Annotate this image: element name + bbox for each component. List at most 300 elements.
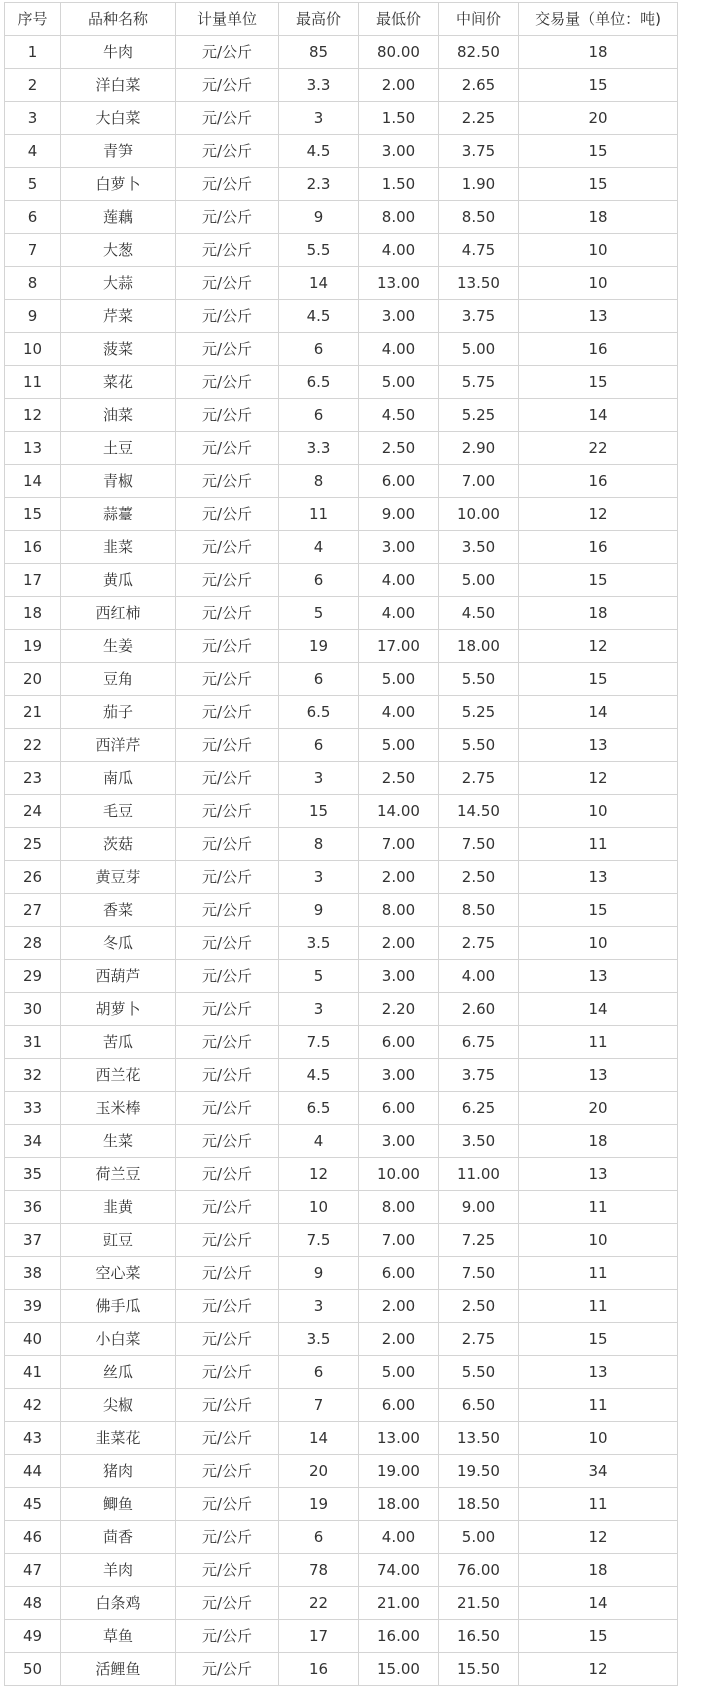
cell-variety: 洋白菜 — [61, 69, 176, 102]
header-row — [5, 3, 678, 36]
cell-volume: 16 — [519, 465, 678, 498]
cell-variety: 韭菜花 — [61, 1422, 176, 1455]
price-table — [4, 2, 678, 1686]
cell-volume: 12 — [519, 762, 678, 795]
cell-mid-price: 82.50 — [439, 36, 519, 69]
cell-variety: 青椒 — [61, 465, 176, 498]
cell-volume: 15 — [519, 1323, 678, 1356]
cell-variety: 芹菜 — [61, 300, 176, 333]
cell-variety: 黄豆芽 — [61, 861, 176, 894]
cell-unit: 元/公斤 — [176, 1422, 279, 1455]
cell-volume: 14 — [519, 696, 678, 729]
table-row — [5, 135, 678, 168]
cell-serial: 9 — [5, 300, 61, 333]
cell-low-price: 3.00 — [359, 300, 439, 333]
cell-high-price: 7 — [279, 1389, 359, 1422]
cell-high-price: 6.5 — [279, 1092, 359, 1125]
cell-serial: 24 — [5, 795, 61, 828]
cell-serial: 25 — [5, 828, 61, 861]
cell-mid-price: 7.50 — [439, 828, 519, 861]
cell-serial: 2 — [5, 69, 61, 102]
cell-volume: 11 — [519, 1290, 678, 1323]
cell-unit: 元/公斤 — [176, 1587, 279, 1620]
table-row — [5, 267, 678, 300]
cell-mid-price: 76.00 — [439, 1554, 519, 1587]
cell-variety: 生姜 — [61, 630, 176, 663]
table-row — [5, 1257, 678, 1290]
cell-mid-price: 4.00 — [439, 960, 519, 993]
cell-volume: 10 — [519, 1224, 678, 1257]
cell-unit: 元/公斤 — [176, 531, 279, 564]
cell-low-price: 2.50 — [359, 762, 439, 795]
cell-serial: 23 — [5, 762, 61, 795]
cell-mid-price: 11.00 — [439, 1158, 519, 1191]
cell-volume: 18 — [519, 1125, 678, 1158]
cell-mid-price: 15.50 — [439, 1653, 519, 1686]
cell-unit: 元/公斤 — [176, 1059, 279, 1092]
cell-variety: 尖椒 — [61, 1389, 176, 1422]
table-row — [5, 564, 678, 597]
cell-high-price: 4.5 — [279, 300, 359, 333]
cell-unit: 元/公斤 — [176, 168, 279, 201]
cell-mid-price: 3.50 — [439, 531, 519, 564]
cell-unit: 元/公斤 — [176, 267, 279, 300]
cell-unit: 元/公斤 — [176, 1455, 279, 1488]
cell-high-price: 9 — [279, 1257, 359, 1290]
cell-volume: 18 — [519, 36, 678, 69]
cell-serial: 4 — [5, 135, 61, 168]
header-low-price: 最低价 — [359, 3, 439, 36]
cell-mid-price: 8.50 — [439, 201, 519, 234]
cell-mid-price: 4.50 — [439, 597, 519, 630]
cell-serial: 49 — [5, 1620, 61, 1653]
cell-mid-price: 5.50 — [439, 1356, 519, 1389]
cell-serial: 11 — [5, 366, 61, 399]
cell-low-price: 3.00 — [359, 960, 439, 993]
cell-mid-price: 5.75 — [439, 366, 519, 399]
cell-variety: 豇豆 — [61, 1224, 176, 1257]
cell-volume: 15 — [519, 69, 678, 102]
cell-high-price: 22 — [279, 1587, 359, 1620]
cell-high-price: 4.5 — [279, 1059, 359, 1092]
table-row — [5, 1653, 678, 1686]
table-row — [5, 927, 678, 960]
cell-volume: 18 — [519, 597, 678, 630]
cell-mid-price: 2.50 — [439, 861, 519, 894]
cell-mid-price: 5.00 — [439, 333, 519, 366]
table-body — [5, 36, 678, 1686]
table-row — [5, 1455, 678, 1488]
table-row — [5, 729, 678, 762]
table-row — [5, 1389, 678, 1422]
cell-unit: 元/公斤 — [176, 960, 279, 993]
cell-unit: 元/公斤 — [176, 795, 279, 828]
cell-low-price: 6.00 — [359, 1389, 439, 1422]
cell-variety: 黄瓜 — [61, 564, 176, 597]
cell-unit: 元/公斤 — [176, 729, 279, 762]
cell-high-price: 3 — [279, 102, 359, 135]
cell-mid-price: 10.00 — [439, 498, 519, 531]
cell-unit: 元/公斤 — [176, 1092, 279, 1125]
table-row — [5, 1356, 678, 1389]
cell-unit: 元/公斤 — [176, 1521, 279, 1554]
cell-low-price: 17.00 — [359, 630, 439, 663]
cell-low-price: 3.00 — [359, 531, 439, 564]
table-row — [5, 1554, 678, 1587]
cell-variety: 白条鸡 — [61, 1587, 176, 1620]
cell-serial: 6 — [5, 201, 61, 234]
table-row — [5, 36, 678, 69]
cell-low-price: 18.00 — [359, 1488, 439, 1521]
cell-high-price: 11 — [279, 498, 359, 531]
table-header — [5, 3, 678, 36]
cell-serial: 46 — [5, 1521, 61, 1554]
cell-serial: 39 — [5, 1290, 61, 1323]
cell-low-price: 6.00 — [359, 465, 439, 498]
cell-unit: 元/公斤 — [176, 1356, 279, 1389]
cell-unit: 元/公斤 — [176, 1653, 279, 1686]
cell-volume: 15 — [519, 1620, 678, 1653]
cell-unit: 元/公斤 — [176, 1389, 279, 1422]
cell-unit: 元/公斤 — [176, 1191, 279, 1224]
cell-serial: 28 — [5, 927, 61, 960]
cell-volume: 10 — [519, 795, 678, 828]
cell-volume: 11 — [519, 1191, 678, 1224]
table-row — [5, 234, 678, 267]
cell-mid-price: 19.50 — [439, 1455, 519, 1488]
cell-variety: 菜花 — [61, 366, 176, 399]
cell-unit: 元/公斤 — [176, 69, 279, 102]
cell-serial: 7 — [5, 234, 61, 267]
cell-low-price: 8.00 — [359, 1191, 439, 1224]
cell-low-price: 5.00 — [359, 1356, 439, 1389]
cell-mid-price: 5.50 — [439, 663, 519, 696]
table-row — [5, 1224, 678, 1257]
cell-volume: 12 — [519, 1521, 678, 1554]
cell-unit: 元/公斤 — [176, 135, 279, 168]
cell-serial: 19 — [5, 630, 61, 663]
cell-high-price: 3.5 — [279, 1323, 359, 1356]
cell-high-price: 3 — [279, 1290, 359, 1323]
cell-mid-price: 18.00 — [439, 630, 519, 663]
cell-mid-price: 18.50 — [439, 1488, 519, 1521]
cell-unit: 元/公斤 — [176, 993, 279, 1026]
cell-serial: 43 — [5, 1422, 61, 1455]
cell-unit: 元/公斤 — [176, 432, 279, 465]
cell-variety: 蒜薹 — [61, 498, 176, 531]
cell-low-price: 4.00 — [359, 696, 439, 729]
cell-low-price: 5.00 — [359, 729, 439, 762]
cell-serial: 40 — [5, 1323, 61, 1356]
cell-variety: 大白菜 — [61, 102, 176, 135]
cell-mid-price: 5.50 — [439, 729, 519, 762]
cell-variety: 土豆 — [61, 432, 176, 465]
cell-variety: 胡萝卜 — [61, 993, 176, 1026]
cell-high-price: 6 — [279, 1356, 359, 1389]
cell-variety: 南瓜 — [61, 762, 176, 795]
cell-volume: 11 — [519, 1026, 678, 1059]
cell-volume: 11 — [519, 1488, 678, 1521]
cell-unit: 元/公斤 — [176, 1290, 279, 1323]
cell-high-price: 14 — [279, 267, 359, 300]
cell-high-price: 19 — [279, 630, 359, 663]
cell-unit: 元/公斤 — [176, 894, 279, 927]
cell-serial: 22 — [5, 729, 61, 762]
table-row — [5, 531, 678, 564]
cell-unit: 元/公斤 — [176, 828, 279, 861]
cell-mid-price: 6.25 — [439, 1092, 519, 1125]
cell-volume: 13 — [519, 861, 678, 894]
cell-high-price: 6 — [279, 564, 359, 597]
cell-low-price: 21.00 — [359, 1587, 439, 1620]
table-row — [5, 1092, 678, 1125]
cell-high-price: 5 — [279, 597, 359, 630]
cell-variety: 猪肉 — [61, 1455, 176, 1488]
cell-high-price: 15 — [279, 795, 359, 828]
cell-variety: 西兰花 — [61, 1059, 176, 1092]
cell-volume: 20 — [519, 102, 678, 135]
cell-variety: 白萝卜 — [61, 168, 176, 201]
cell-unit: 元/公斤 — [176, 300, 279, 333]
table-row — [5, 102, 678, 135]
cell-serial: 27 — [5, 894, 61, 927]
cell-variety: 活鲤鱼 — [61, 1653, 176, 1686]
cell-variety: 毛豆 — [61, 795, 176, 828]
cell-variety: 茨菇 — [61, 828, 176, 861]
cell-unit: 元/公斤 — [176, 1488, 279, 1521]
cell-low-price: 3.00 — [359, 135, 439, 168]
cell-variety: 茴香 — [61, 1521, 176, 1554]
cell-variety: 茄子 — [61, 696, 176, 729]
table-row — [5, 1026, 678, 1059]
cell-high-price: 78 — [279, 1554, 359, 1587]
cell-mid-price: 7.25 — [439, 1224, 519, 1257]
cell-serial: 26 — [5, 861, 61, 894]
header-variety: 品种名称 — [61, 3, 176, 36]
header-volume: 交易量（单位：吨) — [519, 3, 678, 36]
cell-serial: 48 — [5, 1587, 61, 1620]
cell-serial: 20 — [5, 663, 61, 696]
cell-serial: 16 — [5, 531, 61, 564]
cell-unit: 元/公斤 — [176, 1323, 279, 1356]
cell-volume: 11 — [519, 1389, 678, 1422]
cell-variety: 荷兰豆 — [61, 1158, 176, 1191]
cell-mid-price: 2.65 — [439, 69, 519, 102]
cell-low-price: 6.00 — [359, 1026, 439, 1059]
cell-variety: 菠菜 — [61, 333, 176, 366]
cell-high-price: 3.3 — [279, 69, 359, 102]
cell-unit: 元/公斤 — [176, 102, 279, 135]
cell-mid-price: 6.75 — [439, 1026, 519, 1059]
cell-high-price: 6 — [279, 333, 359, 366]
cell-variety: 丝瓜 — [61, 1356, 176, 1389]
cell-unit: 元/公斤 — [176, 1224, 279, 1257]
cell-low-price: 2.00 — [359, 69, 439, 102]
cell-serial: 31 — [5, 1026, 61, 1059]
cell-mid-price: 5.00 — [439, 1521, 519, 1554]
cell-mid-price: 1.90 — [439, 168, 519, 201]
cell-unit: 元/公斤 — [176, 465, 279, 498]
cell-mid-price: 13.50 — [439, 267, 519, 300]
cell-low-price: 5.00 — [359, 366, 439, 399]
cell-mid-price: 2.75 — [439, 927, 519, 960]
table-row — [5, 399, 678, 432]
cell-volume: 11 — [519, 1257, 678, 1290]
cell-mid-price: 3.75 — [439, 135, 519, 168]
cell-low-price: 3.00 — [359, 1059, 439, 1092]
cell-high-price: 17 — [279, 1620, 359, 1653]
cell-variety: 冬瓜 — [61, 927, 176, 960]
cell-variety: 羊肉 — [61, 1554, 176, 1587]
table-row — [5, 960, 678, 993]
cell-mid-price: 2.75 — [439, 762, 519, 795]
cell-variety: 生菜 — [61, 1125, 176, 1158]
table-row — [5, 1290, 678, 1323]
cell-volume: 13 — [519, 1059, 678, 1092]
cell-serial: 36 — [5, 1191, 61, 1224]
cell-volume: 16 — [519, 531, 678, 564]
header-unit: 计量单位 — [176, 3, 279, 36]
cell-volume: 12 — [519, 630, 678, 663]
cell-serial: 13 — [5, 432, 61, 465]
cell-high-price: 3 — [279, 861, 359, 894]
cell-unit: 元/公斤 — [176, 201, 279, 234]
cell-volume: 34 — [519, 1455, 678, 1488]
cell-volume: 10 — [519, 267, 678, 300]
cell-low-price: 4.00 — [359, 234, 439, 267]
cell-high-price: 3.5 — [279, 927, 359, 960]
cell-low-price: 5.00 — [359, 663, 439, 696]
cell-serial: 15 — [5, 498, 61, 531]
cell-volume: 14 — [519, 1587, 678, 1620]
cell-low-price: 14.00 — [359, 795, 439, 828]
table-row — [5, 333, 678, 366]
table-row — [5, 1488, 678, 1521]
table-row — [5, 795, 678, 828]
cell-mid-price: 13.50 — [439, 1422, 519, 1455]
table-row — [5, 1587, 678, 1620]
cell-low-price: 2.00 — [359, 861, 439, 894]
table-row — [5, 762, 678, 795]
cell-volume: 15 — [519, 135, 678, 168]
table-row — [5, 1125, 678, 1158]
table-row — [5, 1422, 678, 1455]
cell-serial: 3 — [5, 102, 61, 135]
cell-volume: 13 — [519, 1356, 678, 1389]
cell-low-price: 8.00 — [359, 894, 439, 927]
cell-low-price: 4.50 — [359, 399, 439, 432]
cell-serial: 45 — [5, 1488, 61, 1521]
cell-variety: 西红柿 — [61, 597, 176, 630]
cell-mid-price: 16.50 — [439, 1620, 519, 1653]
cell-volume: 13 — [519, 960, 678, 993]
cell-unit: 元/公斤 — [176, 696, 279, 729]
cell-volume: 10 — [519, 927, 678, 960]
cell-unit: 元/公斤 — [176, 498, 279, 531]
cell-variety: 牛肉 — [61, 36, 176, 69]
cell-low-price: 16.00 — [359, 1620, 439, 1653]
cell-high-price: 14 — [279, 1422, 359, 1455]
cell-high-price: 10 — [279, 1191, 359, 1224]
cell-unit: 元/公斤 — [176, 1620, 279, 1653]
cell-serial: 35 — [5, 1158, 61, 1191]
header-high-price: 最高价 — [279, 3, 359, 36]
cell-high-price: 4 — [279, 531, 359, 564]
cell-volume: 14 — [519, 399, 678, 432]
cell-variety: 油菜 — [61, 399, 176, 432]
cell-mid-price: 5.25 — [439, 696, 519, 729]
cell-mid-price: 3.75 — [439, 1059, 519, 1092]
cell-serial: 29 — [5, 960, 61, 993]
cell-high-price: 12 — [279, 1158, 359, 1191]
cell-unit: 元/公斤 — [176, 399, 279, 432]
cell-high-price: 4 — [279, 1125, 359, 1158]
cell-mid-price: 5.25 — [439, 399, 519, 432]
table-row — [5, 69, 678, 102]
cell-high-price: 9 — [279, 894, 359, 927]
table-row — [5, 366, 678, 399]
cell-high-price: 6 — [279, 399, 359, 432]
cell-high-price: 3 — [279, 993, 359, 1026]
cell-mid-price: 2.25 — [439, 102, 519, 135]
cell-serial: 8 — [5, 267, 61, 300]
cell-unit: 元/公斤 — [176, 1026, 279, 1059]
table-row — [5, 1059, 678, 1092]
cell-low-price: 13.00 — [359, 267, 439, 300]
cell-low-price: 6.00 — [359, 1092, 439, 1125]
cell-mid-price: 14.50 — [439, 795, 519, 828]
cell-unit: 元/公斤 — [176, 333, 279, 366]
cell-high-price: 5 — [279, 960, 359, 993]
cell-low-price: 4.00 — [359, 597, 439, 630]
cell-high-price: 19 — [279, 1488, 359, 1521]
cell-high-price: 6 — [279, 663, 359, 696]
cell-volume: 15 — [519, 564, 678, 597]
cell-variety: 空心菜 — [61, 1257, 176, 1290]
header-mid-price: 中间价 — [439, 3, 519, 36]
cell-volume: 20 — [519, 1092, 678, 1125]
table-row — [5, 597, 678, 630]
cell-low-price: 13.00 — [359, 1422, 439, 1455]
cell-high-price: 20 — [279, 1455, 359, 1488]
cell-mid-price: 7.00 — [439, 465, 519, 498]
cell-variety: 香菜 — [61, 894, 176, 927]
cell-serial: 50 — [5, 1653, 61, 1686]
cell-serial: 41 — [5, 1356, 61, 1389]
cell-variety: 苦瓜 — [61, 1026, 176, 1059]
cell-variety: 西葫芦 — [61, 960, 176, 993]
table-row — [5, 993, 678, 1026]
cell-volume: 10 — [519, 234, 678, 267]
cell-low-price: 2.20 — [359, 993, 439, 1026]
cell-low-price: 10.00 — [359, 1158, 439, 1191]
cell-variety: 草鱼 — [61, 1620, 176, 1653]
cell-mid-price: 2.75 — [439, 1323, 519, 1356]
cell-volume: 13 — [519, 729, 678, 762]
cell-variety: 青笋 — [61, 135, 176, 168]
cell-volume: 14 — [519, 993, 678, 1026]
cell-high-price: 5.5 — [279, 234, 359, 267]
cell-low-price: 9.00 — [359, 498, 439, 531]
cell-volume: 15 — [519, 894, 678, 927]
cell-mid-price: 3.75 — [439, 300, 519, 333]
cell-unit: 元/公斤 — [176, 597, 279, 630]
cell-unit: 元/公斤 — [176, 366, 279, 399]
cell-volume: 22 — [519, 432, 678, 465]
cell-high-price: 4.5 — [279, 135, 359, 168]
cell-serial: 38 — [5, 1257, 61, 1290]
cell-variety: 大葱 — [61, 234, 176, 267]
